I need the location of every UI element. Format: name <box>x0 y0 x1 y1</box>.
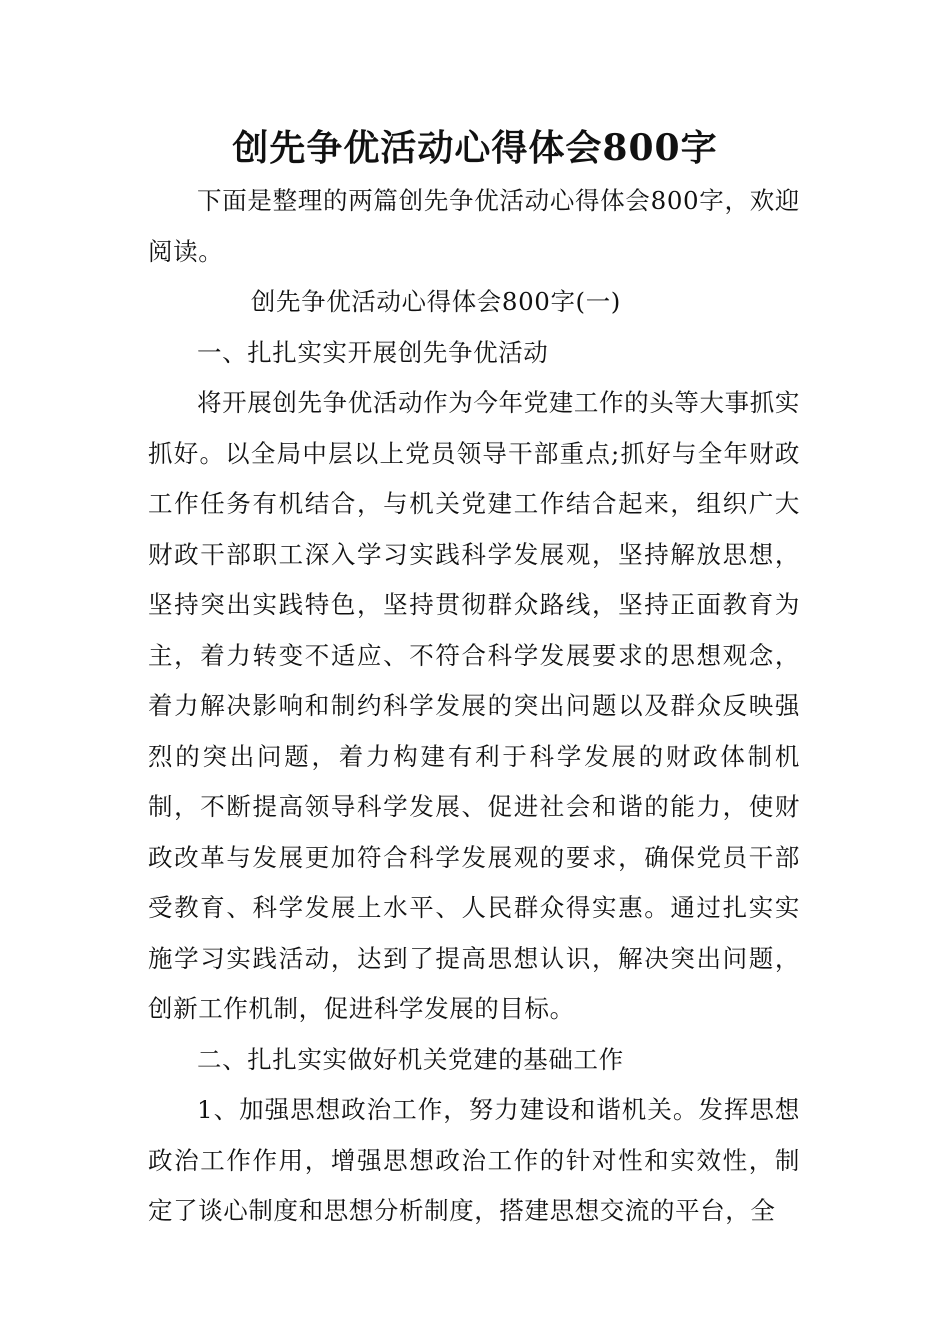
document-body <box>148 176 800 1237</box>
intro-paragraph: 下面是整理的两篇创先争优活动心得体会800字，欢迎阅读。 <box>148 186 800 266</box>
section-paragraph-1: 将开展创先争优活动作为今年党建工作的头等大事抓实抓好。以全局中层以上党员领导干部重点;抓好与全年财政工作任务有机结合，与机关党建工作结合起来，组织广大财政干部职工深入学习实践科学发展观，坚持解放思想，坚持突出实践特色，坚持贯彻群众路线，坚持正面教育为主，着力转变不适应、不符合科学发展要求的思想观念，着力解决影响和制约科学发展的突出问题以及群众反映强烈的突出问题，着力构建有利于科学发展的财政体制机制，不断提高领导科学发展、促进社会和谐的能力，使财政改革与发展更加符合科学发展观的要求，确保党员干部受教育、科学发展上水平、人民群众得实惠。通过扎实实施学习实践活动，达到了提高思想认识，解决突出问题，创新工作机制，促进科学发展的目标。 <box>148 388 800 1023</box>
section-paragraph-2: 1、加强思想政治工作，努力建设和谐机关。发挥思想政治工作作用，增强思想政治工作的针对性和实效性，制定了谈心制度和思想分析制度，搭建思想交流的平台，全 <box>148 1095 800 1225</box>
section-heading-2: 二、扎扎实实做好机关党建的基础工作 <box>197 1044 624 1074</box>
article-subtitle: 创先争优活动心得体会800字(一) <box>250 287 621 316</box>
section-heading-1: 一、扎扎实实开展创先争优活动 <box>197 337 549 367</box>
document-title: 创先争优活动心得体会800字 <box>232 127 718 169</box>
